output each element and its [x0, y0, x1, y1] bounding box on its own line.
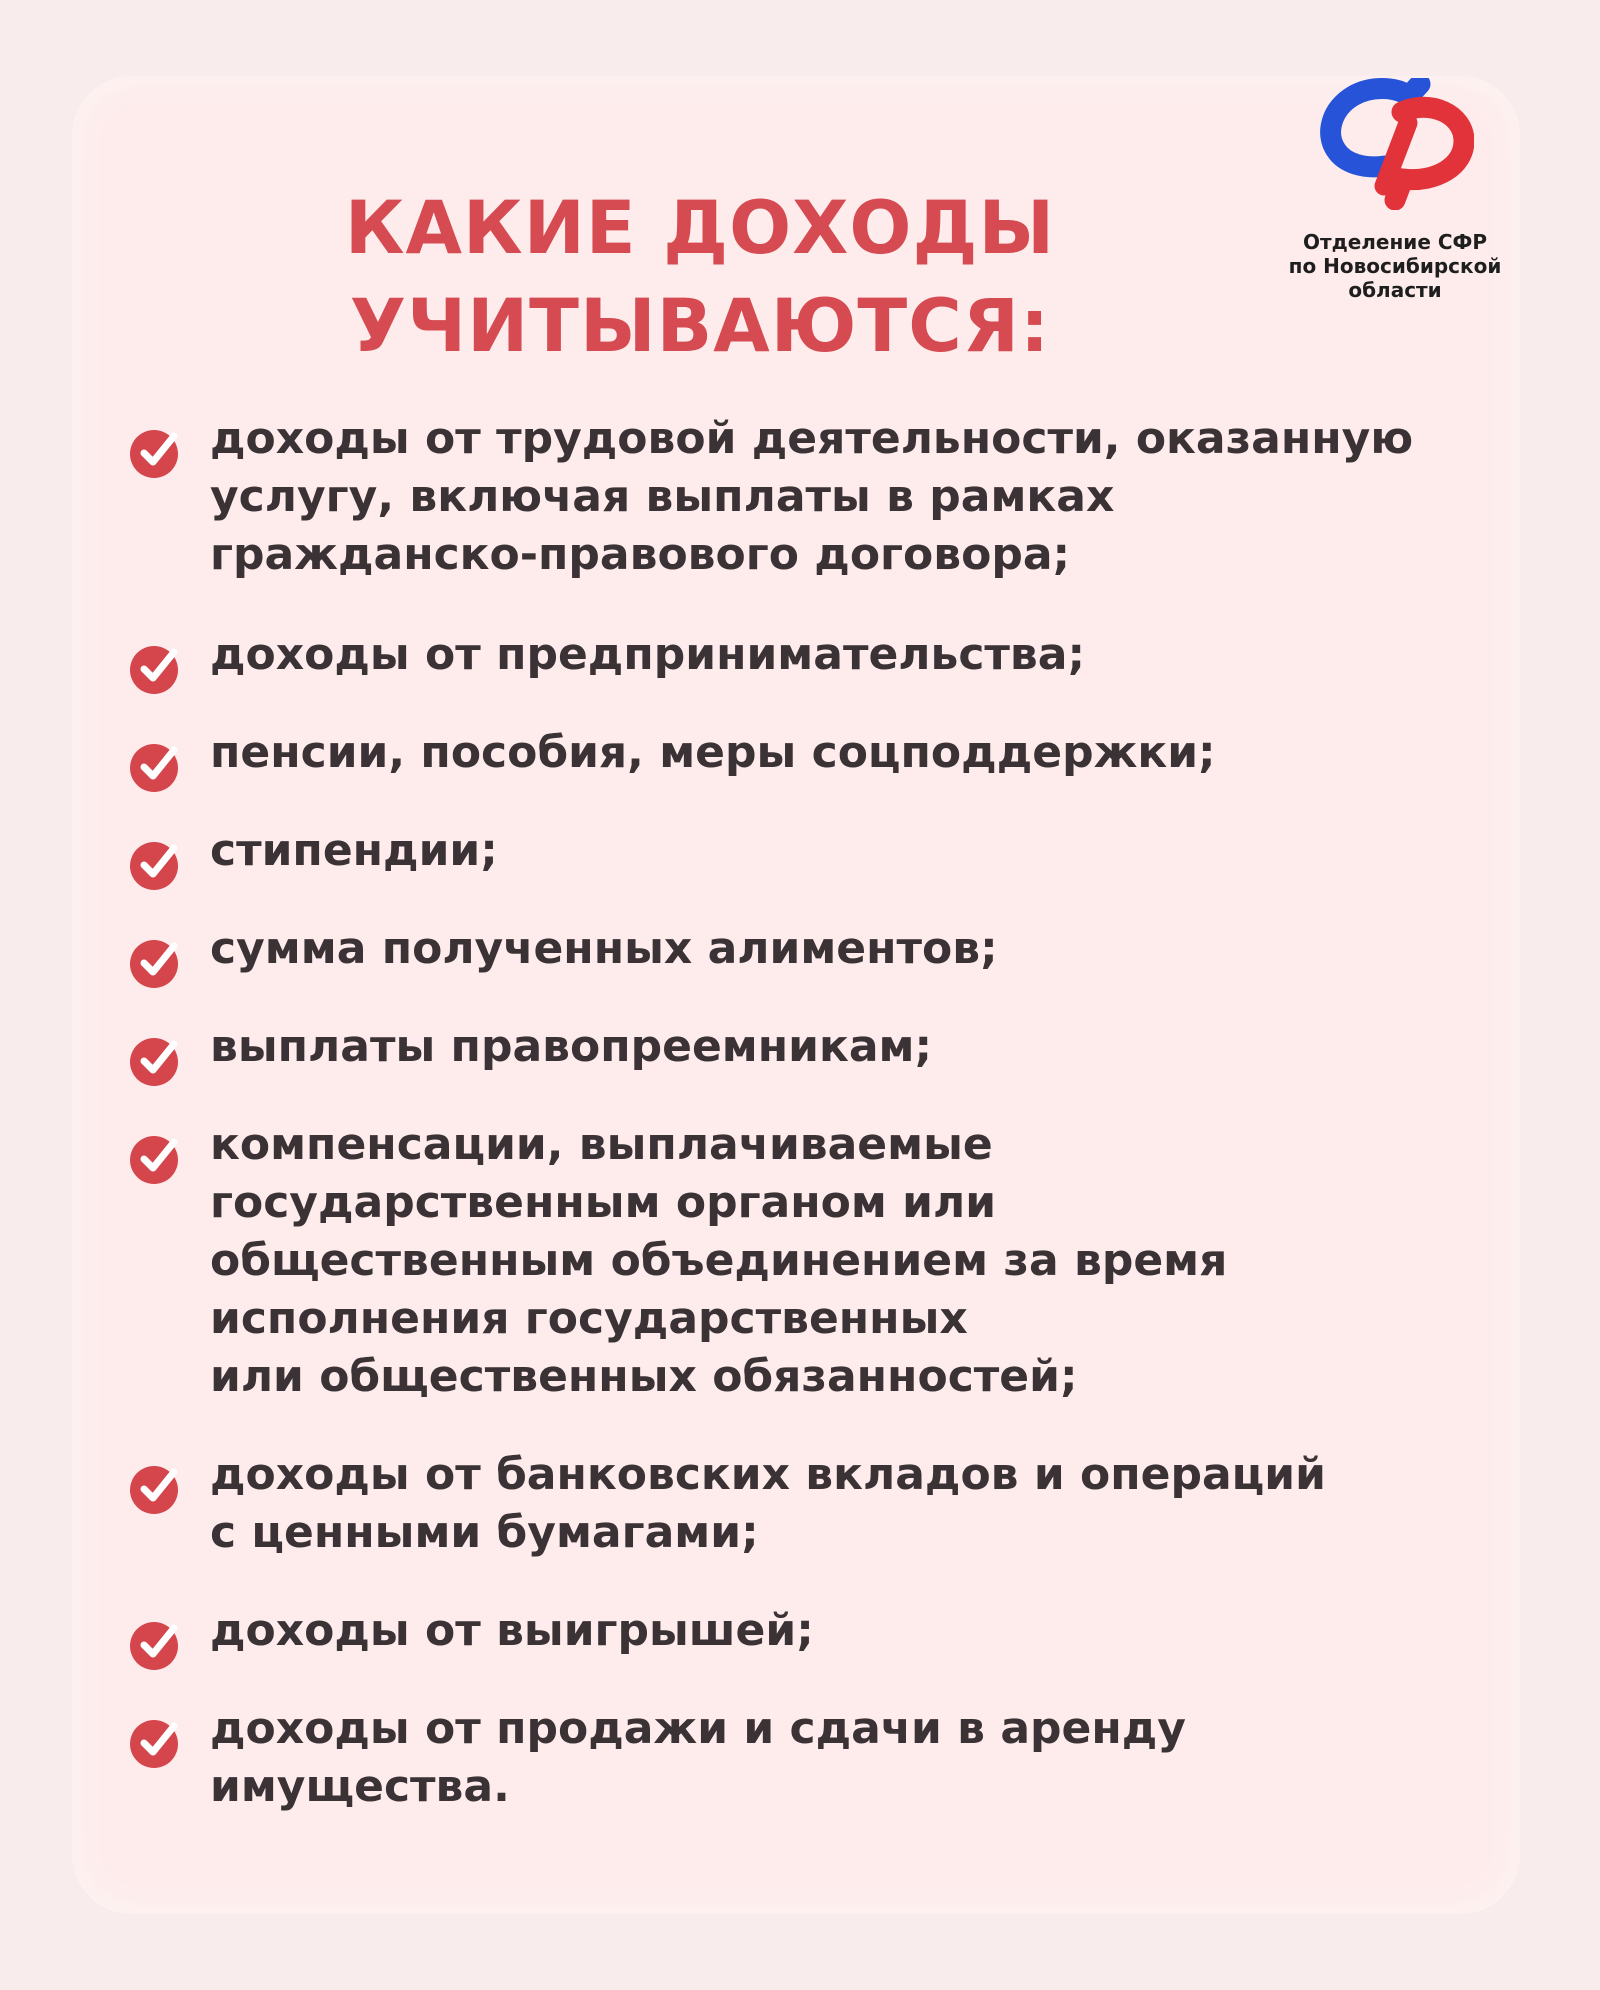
list-item-text: доходы от выигрышей;	[210, 1605, 814, 1656]
check-icon	[130, 638, 186, 694]
list-item-text: доходы от трудовой деятельности, оказанную услугу, включая выплаты в рамках гражданско-правового договора;	[210, 413, 1414, 580]
title-line-2: УЧИТЫВАЮТСЯ:	[349, 284, 1051, 369]
list-item-text: выплаты правопреемникам;	[210, 1021, 933, 1072]
logo-caption-line-3: области	[1348, 278, 1442, 302]
list-item-text: доходы от продажи и сдачи в аренду имущества.	[210, 1703, 1186, 1812]
sfr-logo	[1260, 78, 1530, 318]
logo-caption-line-1: Отделение СФР	[1302, 230, 1488, 254]
sfr-logo-icon	[1318, 78, 1474, 210]
check-icon	[130, 932, 186, 988]
logo-caption-line-2: по Новосибирской	[1288, 254, 1502, 278]
title-line-1: КАКИЕ ДОХОДЫ	[344, 186, 1056, 271]
list-item-text: сумма полученных алиментов;	[210, 923, 998, 974]
check-icon	[130, 1614, 186, 1670]
page-title	[230, 180, 1170, 376]
logo-caption	[1260, 230, 1530, 302]
check-icon	[130, 1458, 186, 1514]
list-item-text: доходы от предпринимательства;	[210, 629, 1086, 680]
list-item-text: пенсии, пособия, меры соцподдержки;	[210, 727, 1216, 778]
check-icon	[130, 834, 186, 890]
check-icon	[130, 1128, 186, 1184]
check-icon	[130, 1030, 186, 1086]
list-item-text: доходы от банковских вкладов и операций с ценными бумагами;	[210, 1449, 1326, 1558]
check-icon	[130, 1712, 186, 1768]
list-item-text: компенсации, выплачиваемые государственным органом или общественным объединением за время исполнения государственных или общественных обязанностей;	[210, 1119, 1228, 1402]
check-icon	[130, 736, 186, 792]
list-item-text: стипендии;	[210, 825, 498, 876]
check-icon	[130, 422, 186, 478]
